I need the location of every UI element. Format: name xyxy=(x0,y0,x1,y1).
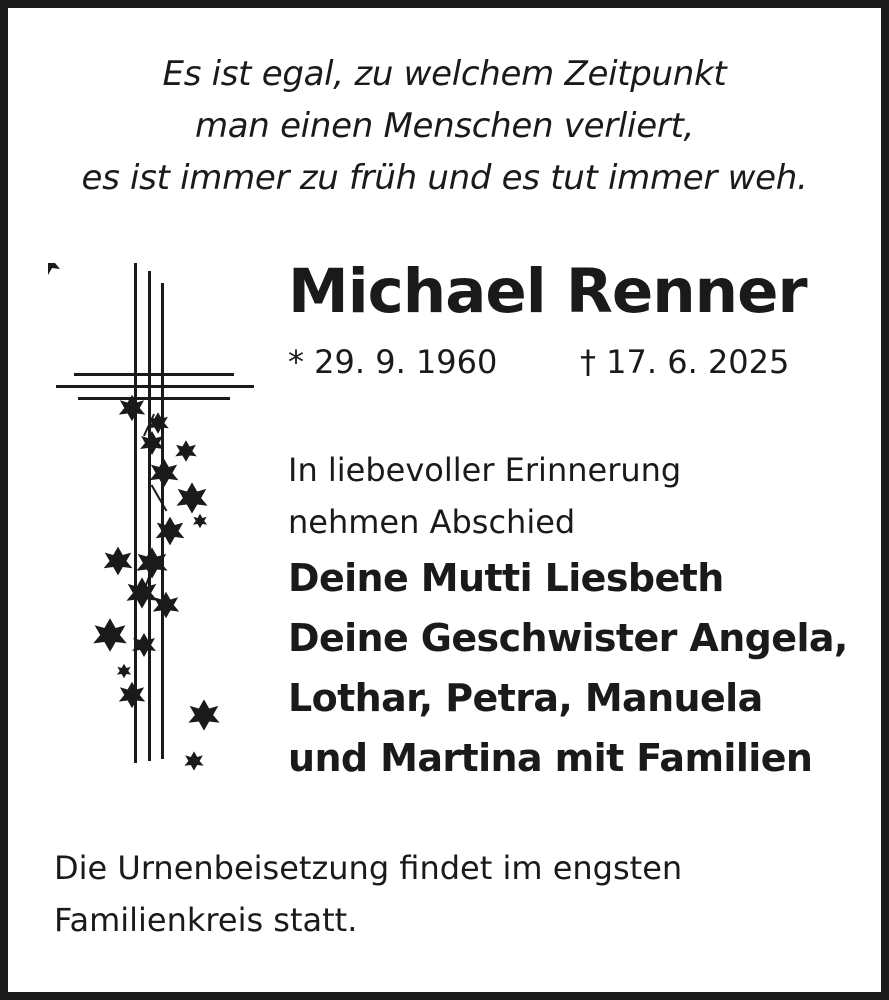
mourner-line: Deine Geschwister Angela, xyxy=(288,616,848,660)
quote-line: Es ist egal, zu welchem Zeitpunkt xyxy=(162,54,727,94)
life-dates xyxy=(288,339,790,385)
death-date: † 17. 6. 2025 xyxy=(580,343,790,381)
cross-with-ivy-icon xyxy=(48,263,258,783)
mourner-line: Lothar, Petra, Manuela xyxy=(288,676,763,720)
deceased-name: Michael Renner xyxy=(288,256,807,327)
mourner-line: Deine Mutti Liesbeth xyxy=(288,556,724,600)
mourners-list xyxy=(288,548,848,788)
burial-note xyxy=(54,842,682,946)
intro-line: nehmen Abschied xyxy=(288,503,576,541)
footer-line: Die Urnenbeisetzung findet im engsten xyxy=(54,849,683,887)
quote-line: man einen Menschen verliert, xyxy=(194,106,695,146)
intro-line: In liebevoller Erinnerung xyxy=(288,451,682,489)
memorial-quote xyxy=(16,48,873,204)
mourner-line: und Martina mit Familien xyxy=(288,736,813,780)
quote-line: es ist immer zu früh und es tut immer weh. xyxy=(81,158,808,198)
birth-date: * 29. 9. 1960 xyxy=(288,343,498,381)
footer-line: Familienkreis statt. xyxy=(54,901,358,939)
remembrance-intro xyxy=(288,444,681,548)
